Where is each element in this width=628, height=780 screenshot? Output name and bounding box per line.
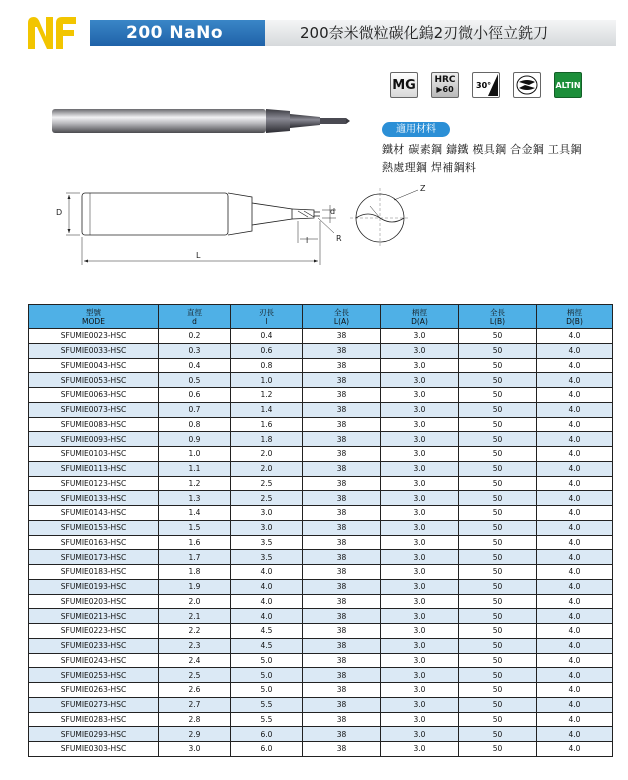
value-cell: 50 [459, 402, 537, 417]
model-cell: SFUMIE0043-HSC [29, 358, 159, 373]
value-cell: 2.0 [231, 447, 303, 462]
value-cell: 2.1 [159, 609, 231, 624]
column-header-en: l [265, 316, 268, 326]
value-cell: 3.5 [231, 535, 303, 550]
value-cell: 3.0 [381, 668, 459, 683]
value-cell: 4.0 [537, 683, 613, 698]
value-cell: 4.0 [231, 565, 303, 580]
value-cell: 50 [459, 417, 537, 432]
value-cell: 50 [459, 476, 537, 491]
value-cell: 4.0 [537, 329, 613, 344]
value-cell: 50 [459, 727, 537, 742]
table-row [29, 491, 613, 506]
value-cell: 3.0 [381, 447, 459, 462]
value-cell: 50 [459, 712, 537, 727]
value-cell: 3.0 [381, 550, 459, 565]
value-cell: 4.0 [537, 712, 613, 727]
value-cell: 1.7 [159, 550, 231, 565]
value-cell: 38 [303, 742, 381, 757]
table-row [29, 712, 613, 727]
value-cell: 4.0 [537, 402, 613, 417]
value-cell: 0.6 [231, 343, 303, 358]
value-cell: 4.0 [537, 461, 613, 476]
model-cell: SFUMIE0023-HSC [29, 329, 159, 344]
value-cell: 5.5 [231, 697, 303, 712]
value-cell: 1.4 [231, 402, 303, 417]
value-cell: 50 [459, 668, 537, 683]
value-cell: 50 [459, 520, 537, 535]
value-cell: 50 [459, 388, 537, 403]
model-cell: SFUMIE0263-HSC [29, 683, 159, 698]
dimension-d-label: d [330, 207, 336, 216]
value-cell: 50 [459, 624, 537, 639]
table-row [29, 683, 613, 698]
value-cell: 50 [459, 683, 537, 698]
value-cell: 50 [459, 329, 537, 344]
model-cell: SFUMIE0153-HSC [29, 520, 159, 535]
value-cell: 3.0 [381, 402, 459, 417]
value-cell: 38 [303, 506, 381, 521]
helix-30-badge-icon [472, 72, 500, 98]
value-cell: 2.8 [159, 712, 231, 727]
value-cell: 38 [303, 668, 381, 683]
hrc-badge-label: HRC [434, 75, 456, 85]
value-cell: 5.5 [231, 712, 303, 727]
value-cell: 2.6 [159, 683, 231, 698]
value-cell: 4.0 [537, 535, 613, 550]
value-cell: 38 [303, 476, 381, 491]
value-cell: 0.3 [159, 343, 231, 358]
model-cell: SFUMIE0233-HSC [29, 638, 159, 653]
table-row [29, 417, 613, 432]
value-cell: 50 [459, 638, 537, 653]
table-row [29, 506, 613, 521]
model-cell: SFUMIE0073-HSC [29, 402, 159, 417]
value-cell: 38 [303, 609, 381, 624]
column-header-en: D(A) [411, 316, 428, 326]
value-cell: 0.9 [159, 432, 231, 447]
model-cell: SFUMIE0223-HSC [29, 624, 159, 639]
value-cell: 4.0 [537, 417, 613, 432]
model-cell: SFUMIE0273-HSC [29, 697, 159, 712]
value-cell: 4.0 [537, 476, 613, 491]
column-header-zh: 柄徑 [412, 307, 427, 317]
table-row [29, 476, 613, 491]
model-cell: SFUMIE0093-HSC [29, 432, 159, 447]
value-cell: 5.0 [231, 653, 303, 668]
value-cell: 4.0 [537, 388, 613, 403]
value-cell: 2.5 [159, 668, 231, 683]
value-cell: 50 [459, 697, 537, 712]
model-cell: SFUMIE0303-HSC [29, 742, 159, 757]
table-body [29, 329, 613, 757]
table-row [29, 520, 613, 535]
value-cell: 1.2 [231, 388, 303, 403]
specification-table [28, 304, 613, 757]
value-cell: 3.0 [381, 683, 459, 698]
value-cell: 38 [303, 358, 381, 373]
value-cell: 1.8 [231, 432, 303, 447]
value-cell: 4.0 [537, 668, 613, 683]
column-header-en: D(B) [566, 316, 583, 326]
value-cell: 38 [303, 594, 381, 609]
value-cell: 0.8 [159, 417, 231, 432]
column-header-zh: 直徑 [187, 307, 202, 317]
product-subtitle: 200奈米微粒碳化鎢2刃微小徑立銑刀 [300, 24, 549, 42]
column-header-zh: 柄徑 [567, 307, 582, 317]
value-cell: 2.4 [159, 653, 231, 668]
tool-dimension-drawing [52, 185, 352, 267]
column-header [459, 305, 537, 329]
value-cell: 4.0 [537, 358, 613, 373]
table-row [29, 624, 613, 639]
value-cell: 4.0 [537, 565, 613, 580]
value-cell: 3.0 [381, 388, 459, 403]
value-cell: 4.0 [537, 432, 613, 447]
value-cell: 4.0 [231, 594, 303, 609]
value-cell: 3.0 [381, 579, 459, 594]
value-cell: 1.5 [159, 520, 231, 535]
value-cell: 3.5 [231, 550, 303, 565]
column-header-en: d [192, 316, 197, 326]
table-row [29, 668, 613, 683]
value-cell: 4.0 [537, 491, 613, 506]
mg-badge-icon [390, 72, 418, 98]
value-cell: 50 [459, 550, 537, 565]
value-cell: 5.0 [231, 668, 303, 683]
product-name: 200 NaNo [126, 23, 224, 43]
model-cell: SFUMIE0283-HSC [29, 712, 159, 727]
value-cell: 3.0 [381, 565, 459, 580]
value-cell: 3.0 [381, 476, 459, 491]
table-row [29, 388, 613, 403]
feature-badges [390, 72, 582, 98]
table-row [29, 697, 613, 712]
column-header-en: L(B) [489, 316, 506, 326]
value-cell: 4.0 [231, 579, 303, 594]
value-cell: 3.0 [231, 506, 303, 521]
column-header [159, 305, 231, 329]
value-cell: 3.0 [381, 358, 459, 373]
model-cell: SFUMIE0053-HSC [29, 373, 159, 388]
column-header-en: L(A) [333, 316, 350, 326]
value-cell: 50 [459, 506, 537, 521]
table-row [29, 550, 613, 565]
value-cell: 38 [303, 697, 381, 712]
mg-badge-label: MG [392, 77, 416, 93]
value-cell: 4.0 [537, 520, 613, 535]
model-cell: SFUMIE0103-HSC [29, 447, 159, 462]
value-cell: 4.0 [537, 373, 613, 388]
value-cell: 50 [459, 373, 537, 388]
value-cell: 4.0 [231, 609, 303, 624]
value-cell: 1.6 [231, 417, 303, 432]
value-cell: 38 [303, 579, 381, 594]
value-cell: 0.4 [159, 358, 231, 373]
value-cell: 1.0 [231, 373, 303, 388]
table-row [29, 373, 613, 388]
value-cell: 3.0 [381, 742, 459, 757]
value-cell: 50 [459, 432, 537, 447]
value-cell: 3.0 [231, 520, 303, 535]
dimension-R-label: R [336, 234, 342, 243]
value-cell: 38 [303, 653, 381, 668]
end-mill-photo [50, 107, 350, 135]
value-cell: 3.0 [381, 594, 459, 609]
model-cell: SFUMIE0163-HSC [29, 535, 159, 550]
table-row [29, 653, 613, 668]
table-row [29, 447, 613, 462]
value-cell: 2.5 [231, 491, 303, 506]
value-cell: 3.0 [381, 609, 459, 624]
altin-coating-badge-icon [554, 72, 582, 98]
section-Z-label: Z [420, 184, 426, 193]
value-cell: 4.0 [537, 594, 613, 609]
table-row [29, 461, 613, 476]
value-cell: 0.4 [231, 329, 303, 344]
flute-section-view [348, 186, 438, 248]
value-cell: 4.0 [537, 727, 613, 742]
table-row [29, 432, 613, 447]
value-cell: 50 [459, 447, 537, 462]
altin-badge-label: ALTIN [555, 80, 581, 90]
value-cell: 3.0 [381, 638, 459, 653]
hrc-badge-icon [431, 72, 459, 98]
table-row [29, 742, 613, 757]
value-cell: 3.0 [381, 712, 459, 727]
value-cell: 2.2 [159, 624, 231, 639]
value-cell: 50 [459, 579, 537, 594]
value-cell: 3.0 [381, 653, 459, 668]
column-header [231, 305, 303, 329]
value-cell: 4.0 [537, 638, 613, 653]
model-cell: SFUMIE0183-HSC [29, 565, 159, 580]
table-row [29, 594, 613, 609]
value-cell: 1.9 [159, 579, 231, 594]
column-header-zh: 全長 [334, 307, 349, 317]
value-cell: 4.0 [537, 579, 613, 594]
table-row [29, 535, 613, 550]
value-cell: 38 [303, 461, 381, 476]
column-header [537, 305, 613, 329]
materials-line-2: 熱處理鋼 焊補鋼料 [382, 161, 477, 174]
value-cell: 4.0 [537, 653, 613, 668]
value-cell: 1.0 [159, 447, 231, 462]
value-cell: 50 [459, 742, 537, 757]
column-header [381, 305, 459, 329]
value-cell: 50 [459, 535, 537, 550]
company-logo-icon [26, 15, 78, 51]
column-header-zh: 刃長 [259, 307, 274, 317]
value-cell: 3.0 [381, 624, 459, 639]
value-cell: 0.8 [231, 358, 303, 373]
model-cell: SFUMIE0243-HSC [29, 653, 159, 668]
value-cell: 1.4 [159, 506, 231, 521]
model-cell: SFUMIE0293-HSC [29, 727, 159, 742]
hrc-badge-value: ▶60 [436, 85, 454, 94]
materials-tag: 適用材料 [382, 122, 450, 137]
model-cell: SFUMIE0173-HSC [29, 550, 159, 565]
dimension-D-label: D [56, 208, 63, 217]
value-cell: 38 [303, 417, 381, 432]
model-cell: SFUMIE0113-HSC [29, 461, 159, 476]
value-cell: 1.8 [159, 565, 231, 580]
value-cell: 38 [303, 624, 381, 639]
value-cell: 38 [303, 432, 381, 447]
model-cell: SFUMIE0033-HSC [29, 343, 159, 358]
column-header-zh: 全長 [490, 307, 505, 317]
materials-line-1: 鐵材 碳素鋼 鑄鐵 模具鋼 合金鋼 工具鋼 [382, 143, 582, 156]
value-cell: 50 [459, 594, 537, 609]
model-cell: SFUMIE0193-HSC [29, 579, 159, 594]
value-cell: 50 [459, 358, 537, 373]
value-cell: 2.5 [231, 476, 303, 491]
value-cell: 3.0 [381, 373, 459, 388]
value-cell: 3.0 [381, 520, 459, 535]
model-cell: SFUMIE0123-HSC [29, 476, 159, 491]
value-cell: 50 [459, 491, 537, 506]
table-row [29, 329, 613, 344]
model-cell: SFUMIE0063-HSC [29, 388, 159, 403]
table-row [29, 609, 613, 624]
helix-30-badge-label: 30° [476, 81, 492, 90]
value-cell: 4.0 [537, 742, 613, 757]
value-cell: 38 [303, 491, 381, 506]
value-cell: 4.0 [537, 624, 613, 639]
table-row [29, 565, 613, 580]
value-cell: 2.0 [159, 594, 231, 609]
value-cell: 38 [303, 520, 381, 535]
value-cell: 2.0 [231, 461, 303, 476]
value-cell: 3.0 [381, 329, 459, 344]
value-cell: 4.0 [537, 550, 613, 565]
value-cell: 3.0 [381, 417, 459, 432]
value-cell: 3.0 [381, 697, 459, 712]
value-cell: 0.2 [159, 329, 231, 344]
value-cell: 38 [303, 388, 381, 403]
table-row [29, 343, 613, 358]
table-row [29, 402, 613, 417]
model-cell: SFUMIE0143-HSC [29, 506, 159, 521]
model-cell: SFUMIE0133-HSC [29, 491, 159, 506]
value-cell: 4.0 [537, 447, 613, 462]
value-cell: 0.7 [159, 402, 231, 417]
column-header-en: MODE [82, 316, 105, 326]
value-cell: 2.9 [159, 727, 231, 742]
value-cell: 3.0 [381, 343, 459, 358]
dimension-l-label: l [306, 236, 309, 245]
value-cell: 38 [303, 565, 381, 580]
value-cell: 1.6 [159, 535, 231, 550]
table-header-row [29, 305, 613, 329]
value-cell: 0.6 [159, 388, 231, 403]
model-cell: SFUMIE0253-HSC [29, 668, 159, 683]
value-cell: 4.0 [537, 609, 613, 624]
value-cell: 38 [303, 683, 381, 698]
value-cell: 6.0 [231, 742, 303, 757]
value-cell: 1.1 [159, 461, 231, 476]
value-cell: 4.0 [537, 506, 613, 521]
value-cell: 3.0 [381, 461, 459, 476]
value-cell: 50 [459, 461, 537, 476]
value-cell: 1.2 [159, 476, 231, 491]
value-cell: 50 [459, 609, 537, 624]
value-cell: 1.3 [159, 491, 231, 506]
column-header-zh: 型號 [86, 307, 101, 317]
dimension-L-label: L [196, 251, 201, 260]
column-header [29, 305, 159, 329]
value-cell: 38 [303, 535, 381, 550]
value-cell: 38 [303, 727, 381, 742]
value-cell: 38 [303, 638, 381, 653]
value-cell: 38 [303, 712, 381, 727]
header-bar [90, 20, 616, 46]
two-flute-badge-icon [513, 72, 541, 98]
model-cell: SFUMIE0083-HSC [29, 417, 159, 432]
value-cell: 3.0 [381, 727, 459, 742]
value-cell: 50 [459, 565, 537, 580]
value-cell: 3.0 [381, 506, 459, 521]
value-cell: 5.0 [231, 683, 303, 698]
value-cell: 38 [303, 343, 381, 358]
value-cell: 3.0 [381, 432, 459, 447]
value-cell: 4.0 [537, 697, 613, 712]
value-cell: 50 [459, 653, 537, 668]
table-row [29, 579, 613, 594]
table-row [29, 358, 613, 373]
column-header [303, 305, 381, 329]
value-cell: 38 [303, 329, 381, 344]
value-cell: 38 [303, 550, 381, 565]
value-cell: 4.5 [231, 638, 303, 653]
value-cell: 6.0 [231, 727, 303, 742]
value-cell: 0.5 [159, 373, 231, 388]
value-cell: 38 [303, 373, 381, 388]
value-cell: 2.3 [159, 638, 231, 653]
model-cell: SFUMIE0213-HSC [29, 609, 159, 624]
value-cell: 4.5 [231, 624, 303, 639]
value-cell: 3.0 [381, 535, 459, 550]
value-cell: 4.0 [537, 343, 613, 358]
value-cell: 38 [303, 402, 381, 417]
table-row [29, 727, 613, 742]
value-cell: 38 [303, 447, 381, 462]
value-cell: 3.0 [159, 742, 231, 757]
value-cell: 2.7 [159, 697, 231, 712]
value-cell: 3.0 [381, 491, 459, 506]
model-cell: SFUMIE0203-HSC [29, 594, 159, 609]
table-row [29, 638, 613, 653]
value-cell: 50 [459, 343, 537, 358]
